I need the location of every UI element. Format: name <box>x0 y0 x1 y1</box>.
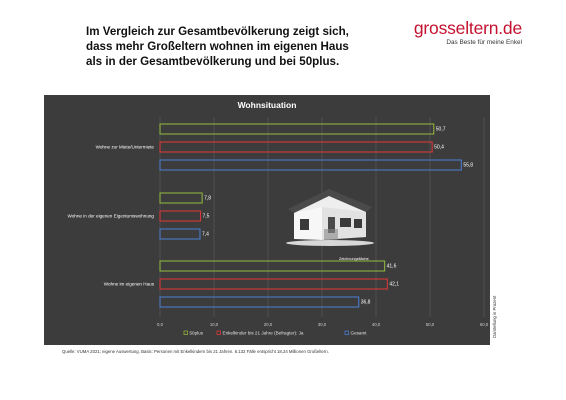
bar-value-label: 7,4 <box>201 231 209 238</box>
x-tick-label: 40,0 <box>371 322 381 327</box>
bar-value-label: 55,8 <box>463 162 474 169</box>
chart-annotation: Zeichnungsfläche <box>339 257 369 261</box>
bar <box>160 297 359 307</box>
bar <box>160 229 200 239</box>
x-tick-label: 0,0 <box>157 322 163 327</box>
house-illustration <box>282 185 376 247</box>
logo-wordmark: grosseltern.de <box>413 18 522 38</box>
x-tick-label: 30,0 <box>317 322 327 327</box>
bar <box>160 261 385 271</box>
legend-label: Enkelkinder bis 21 Jahre (Befragter): Ja <box>222 330 304 336</box>
bar <box>160 124 434 134</box>
bar-value-label: 50,7 <box>435 126 446 133</box>
legend-swatch <box>217 331 221 335</box>
category-labels <box>68 145 155 287</box>
x-axis-ticks <box>157 322 489 327</box>
legend-swatch <box>184 331 188 335</box>
x-tick-label: 60,0 <box>479 322 489 327</box>
headline <box>86 24 406 69</box>
category-label: Wohne in der eigenen Eigentumswohnung <box>67 213 154 219</box>
x-tick-label: 50,0 <box>425 322 435 327</box>
bar-value-label: 42,1 <box>389 281 400 288</box>
bar-value-label: 50,4 <box>434 144 444 151</box>
bar <box>160 142 432 152</box>
bar-value-label: 7,8 <box>204 195 212 202</box>
bar-chart <box>44 95 490 345</box>
bar-value-label: 36,8 <box>360 299 371 306</box>
bar-value-label: 7,5 <box>202 213 210 220</box>
category-label: Wohne zur Miete/Untermiete <box>95 144 154 150</box>
logo-tagline: Das Beste für meine Enkel <box>446 39 522 46</box>
bar <box>160 211 201 221</box>
legend-swatch <box>345 331 349 335</box>
x-tick-label: 20,0 <box>263 322 273 327</box>
bar <box>160 160 461 170</box>
bar-value-label: 41,6 <box>386 263 397 270</box>
brand-logo[interactable] <box>402 18 522 46</box>
source-note: Quelle: VUMA 2021; eigene Auswertung. Basis: Personen mit Enkelkindern bis 21 Jahren. 6.132 Fälle entspricht 18,24 Millionen Großeltern. <box>62 349 329 354</box>
bar <box>160 279 387 289</box>
chart-panel <box>44 95 490 345</box>
x-tick-label: 10,0 <box>209 322 219 327</box>
chart-title: Wohnsituation <box>237 100 297 110</box>
bar <box>160 193 202 203</box>
category-label: Wohne im eigenen Haus <box>103 281 154 287</box>
side-note: Darstellung in Prozent <box>492 295 497 338</box>
legend <box>184 330 367 335</box>
legend-label: Gesamt <box>350 330 367 336</box>
legend-label: 50plus <box>189 330 204 336</box>
headline-line-3: als in der Gesamtbevölkerung und bei 50plus. <box>86 55 340 68</box>
headline-line-1: Im Vergleich zur Gesamtbevölkerung zeigt sich, <box>86 25 349 38</box>
headline-line-2: dass mehr Großeltern wohnen im eigenen Haus <box>86 40 349 53</box>
